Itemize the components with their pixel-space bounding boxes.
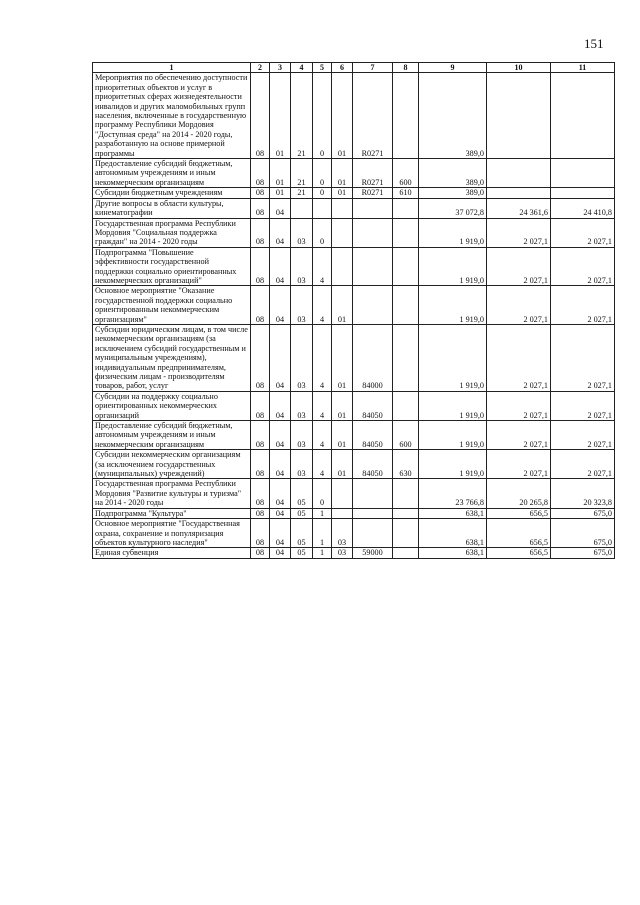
cell-col-7 <box>353 508 393 518</box>
cell-col-10: 656,5 <box>487 508 551 518</box>
cell-col-9: 1 919,0 <box>419 450 487 479</box>
cell-col-9: 389,0 <box>419 188 487 198</box>
cell-col-11: 2 027,1 <box>551 324 615 391</box>
cell-col-7: R0271 <box>353 159 393 188</box>
cell-col-7: 59000 <box>353 548 393 558</box>
cell-col-5: 0 <box>313 73 332 159</box>
table-row <box>93 286 615 325</box>
cell-col-9: 23 766,8 <box>419 479 487 508</box>
cell-col-11: 675,0 <box>551 519 615 548</box>
table-row <box>93 73 615 159</box>
cell-col-4: 03 <box>291 450 313 479</box>
cell-col-2: 08 <box>251 324 270 391</box>
table-row <box>93 479 615 508</box>
table-header-row <box>93 63 615 73</box>
table-row <box>93 548 615 558</box>
cell-col-9: 1 919,0 <box>419 324 487 391</box>
table-row <box>93 198 615 218</box>
cell-col-4: 03 <box>291 218 313 247</box>
cell-col-11: 675,0 <box>551 508 615 518</box>
cell-col-11: 2 027,1 <box>551 421 615 450</box>
cell-col-2: 08 <box>251 508 270 518</box>
cell-col-3: 01 <box>270 73 291 159</box>
cell-col-6 <box>332 198 353 218</box>
cell-col-2: 08 <box>251 286 270 325</box>
table-row <box>93 508 615 518</box>
page-number: 151 <box>584 36 604 51</box>
cell-col-6: 01 <box>332 450 353 479</box>
cell-col-7: 84050 <box>353 421 393 450</box>
cell-col-4: 03 <box>291 391 313 420</box>
header-cell: 1 <box>93 63 251 73</box>
row-name-cell: Предоставление субсидий бюджетным, автономным учреждениям и иным некоммерческим организациям <box>93 421 251 450</box>
row-name-cell: Единая субвенция <box>93 548 251 558</box>
cell-col-8 <box>393 508 419 518</box>
cell-col-5: 0 <box>313 479 332 508</box>
cell-col-8 <box>393 519 419 548</box>
cell-col-5 <box>313 198 332 218</box>
cell-col-3: 04 <box>270 198 291 218</box>
header-cell: 8 <box>393 63 419 73</box>
table-row <box>93 519 615 548</box>
cell-col-5: 4 <box>313 450 332 479</box>
cell-col-8: 610 <box>393 188 419 198</box>
cell-col-10 <box>487 159 551 188</box>
cell-col-3: 01 <box>270 188 291 198</box>
cell-col-10: 2 027,1 <box>487 450 551 479</box>
row-name-cell: Субсидии бюджетным учреждениям <box>93 188 251 198</box>
cell-col-2: 08 <box>251 198 270 218</box>
table-row <box>93 421 615 450</box>
cell-col-5: 4 <box>313 247 332 286</box>
cell-col-7: 84050 <box>353 391 393 420</box>
cell-col-3: 04 <box>270 519 291 548</box>
cell-col-8 <box>393 548 419 558</box>
cell-col-5: 1 <box>313 548 332 558</box>
cell-col-11 <box>551 159 615 188</box>
cell-col-2: 08 <box>251 548 270 558</box>
header-cell: 11 <box>551 63 615 73</box>
cell-col-3: 04 <box>270 450 291 479</box>
cell-col-2: 08 <box>251 421 270 450</box>
cell-col-6: 01 <box>332 159 353 188</box>
cell-col-5: 0 <box>313 188 332 198</box>
row-name-cell: Государственная программа Республики Мордовия "Развитие культуры и туризма" на 2014 - 2020 годы <box>93 479 251 508</box>
cell-col-6 <box>332 247 353 286</box>
cell-col-10: 24 361,6 <box>487 198 551 218</box>
cell-col-8: 630 <box>393 450 419 479</box>
cell-col-8 <box>393 247 419 286</box>
table-row <box>93 247 615 286</box>
cell-col-9: 638,1 <box>419 548 487 558</box>
cell-col-8 <box>393 198 419 218</box>
cell-col-5: 4 <box>313 421 332 450</box>
row-name-cell: Основное мероприятие "Государственная охрана, сохранение и популяризация объектов культурного наследия" <box>93 519 251 548</box>
cell-col-3: 04 <box>270 324 291 391</box>
cell-col-9: 1 919,0 <box>419 421 487 450</box>
header-cell: 6 <box>332 63 353 73</box>
cell-col-9: 1 919,0 <box>419 247 487 286</box>
cell-col-7 <box>353 247 393 286</box>
cell-col-8 <box>393 218 419 247</box>
cell-col-10: 20 265,8 <box>487 479 551 508</box>
table-row <box>93 159 615 188</box>
cell-col-6: 01 <box>332 286 353 325</box>
cell-col-4: 05 <box>291 548 313 558</box>
cell-col-4: 03 <box>291 247 313 286</box>
cell-col-8 <box>393 479 419 508</box>
table-row <box>93 324 615 391</box>
cell-col-6: 01 <box>332 188 353 198</box>
cell-col-2: 08 <box>251 479 270 508</box>
cell-col-6: 01 <box>332 391 353 420</box>
budget-table <box>92 62 615 559</box>
cell-col-4: 21 <box>291 73 313 159</box>
row-name-cell: Подпрограмма "Культура" <box>93 508 251 518</box>
table-row <box>93 188 615 198</box>
row-name-cell: Основное мероприятие "Оказание государственной поддержки социально ориентированным некоммерческим организациям" <box>93 286 251 325</box>
row-name-cell: Подпрограмма "Повышение эффективности государственной поддержки социально ориентированных некоммерческих организаций" <box>93 247 251 286</box>
cell-col-11: 2 027,1 <box>551 286 615 325</box>
cell-col-6 <box>332 218 353 247</box>
cell-col-9: 37 072,8 <box>419 198 487 218</box>
cell-col-7 <box>353 479 393 508</box>
cell-col-4: 05 <box>291 479 313 508</box>
cell-col-9: 1 919,0 <box>419 286 487 325</box>
cell-col-11 <box>551 73 615 159</box>
row-name-cell: Субсидии юридическим лицам, в том числе некоммерческим организациям (за исключением субсидий государственным и муниципальным учреждениям), индивидуальным предпринимателям, физическим лицам - производителям товаров, работ, услуг <box>93 324 251 391</box>
cell-col-3: 04 <box>270 391 291 420</box>
cell-col-7: 84050 <box>353 450 393 479</box>
cell-col-9: 389,0 <box>419 159 487 188</box>
cell-col-10: 2 027,1 <box>487 324 551 391</box>
cell-col-4: 03 <box>291 286 313 325</box>
cell-col-4: 21 <box>291 159 313 188</box>
cell-col-5: 0 <box>313 218 332 247</box>
cell-col-7: 84000 <box>353 324 393 391</box>
cell-col-5: 0 <box>313 159 332 188</box>
cell-col-7: R0271 <box>353 73 393 159</box>
row-name-cell: Государственная программа Республики Мордовия "Социальная поддержка граждан" на 2014 - 2020 годы <box>93 218 251 247</box>
cell-col-7 <box>353 286 393 325</box>
cell-col-8: 600 <box>393 159 419 188</box>
cell-col-2: 08 <box>251 73 270 159</box>
cell-col-10 <box>487 73 551 159</box>
table-row <box>93 218 615 247</box>
cell-col-7 <box>353 198 393 218</box>
cell-col-6 <box>332 479 353 508</box>
cell-col-3: 01 <box>270 159 291 188</box>
cell-col-4: 05 <box>291 508 313 518</box>
cell-col-6: 01 <box>332 73 353 159</box>
cell-col-2: 08 <box>251 450 270 479</box>
table-row <box>93 391 615 420</box>
cell-col-3: 04 <box>270 286 291 325</box>
cell-col-8 <box>393 286 419 325</box>
cell-col-2: 08 <box>251 188 270 198</box>
cell-col-10: 2 027,1 <box>487 247 551 286</box>
cell-col-3: 04 <box>270 479 291 508</box>
cell-col-5: 1 <box>313 519 332 548</box>
row-name-cell: Предоставление субсидий бюджетным, автономным учреждениям и иным некоммерческим организациям <box>93 159 251 188</box>
cell-col-10 <box>487 188 551 198</box>
cell-col-11: 24 410,8 <box>551 198 615 218</box>
cell-col-3: 04 <box>270 508 291 518</box>
cell-col-10: 2 027,1 <box>487 218 551 247</box>
cell-col-5: 4 <box>313 286 332 325</box>
cell-col-9: 1 919,0 <box>419 218 487 247</box>
cell-col-2: 08 <box>251 218 270 247</box>
cell-col-10: 656,5 <box>487 548 551 558</box>
cell-col-8 <box>393 73 419 159</box>
cell-col-5: 1 <box>313 508 332 518</box>
cell-col-6 <box>332 508 353 518</box>
cell-col-5: 4 <box>313 324 332 391</box>
cell-col-9: 1 919,0 <box>419 391 487 420</box>
cell-col-5: 4 <box>313 391 332 420</box>
cell-col-3: 04 <box>270 218 291 247</box>
cell-col-7 <box>353 519 393 548</box>
cell-col-6: 03 <box>332 519 353 548</box>
cell-col-11 <box>551 188 615 198</box>
row-name-cell: Мероприятия по обеспечению доступности приоритетных объектов и услуг в приоритетных сферах жизнедеятельности инвалидов и других маломобильных групп населения, включенные в государственную программу Республики Мордовия "Доступная среда" на 2014 - 2020 годы, разработанную на основе примерной программы <box>93 73 251 159</box>
cell-col-6: 01 <box>332 421 353 450</box>
row-name-cell: Субсидии некоммерческим организациям (за исключением государственных (муниципальных) учреждений) <box>93 450 251 479</box>
cell-col-8 <box>393 324 419 391</box>
cell-col-4: 21 <box>291 188 313 198</box>
cell-col-9: 389,0 <box>419 73 487 159</box>
cell-col-7: R0271 <box>353 188 393 198</box>
row-name-cell: Субсидии на поддержку социально ориентированных некоммерческих организаций <box>93 391 251 420</box>
cell-col-3: 04 <box>270 548 291 558</box>
header-cell: 4 <box>291 63 313 73</box>
cell-col-11: 2 027,1 <box>551 391 615 420</box>
cell-col-11: 2 027,1 <box>551 450 615 479</box>
cell-col-8: 600 <box>393 421 419 450</box>
header-cell: 7 <box>353 63 393 73</box>
cell-col-4 <box>291 198 313 218</box>
cell-col-11: 2 027,1 <box>551 218 615 247</box>
table-row <box>93 450 615 479</box>
cell-col-9: 638,1 <box>419 519 487 548</box>
cell-col-2: 08 <box>251 519 270 548</box>
header-cell: 2 <box>251 63 270 73</box>
cell-col-8 <box>393 391 419 420</box>
cell-col-2: 08 <box>251 391 270 420</box>
cell-col-11: 675,0 <box>551 548 615 558</box>
cell-col-10: 2 027,1 <box>487 391 551 420</box>
header-cell: 5 <box>313 63 332 73</box>
cell-col-4: 03 <box>291 421 313 450</box>
cell-col-7 <box>353 218 393 247</box>
cell-col-4: 03 <box>291 324 313 391</box>
cell-col-9: 638,1 <box>419 508 487 518</box>
cell-col-10: 2 027,1 <box>487 421 551 450</box>
cell-col-10: 2 027,1 <box>487 286 551 325</box>
header-cell: 3 <box>270 63 291 73</box>
cell-col-3: 04 <box>270 247 291 286</box>
cell-col-6: 03 <box>332 548 353 558</box>
cell-col-11: 2 027,1 <box>551 247 615 286</box>
cell-col-10: 656,5 <box>487 519 551 548</box>
cell-col-3: 04 <box>270 421 291 450</box>
cell-col-4: 05 <box>291 519 313 548</box>
cell-col-2: 08 <box>251 247 270 286</box>
row-name-cell: Другие вопросы в области культуры, кинематографии <box>93 198 251 218</box>
cell-col-11: 20 323,8 <box>551 479 615 508</box>
header-cell: 10 <box>487 63 551 73</box>
header-cell: 9 <box>419 63 487 73</box>
cell-col-2: 08 <box>251 159 270 188</box>
cell-col-6: 01 <box>332 324 353 391</box>
